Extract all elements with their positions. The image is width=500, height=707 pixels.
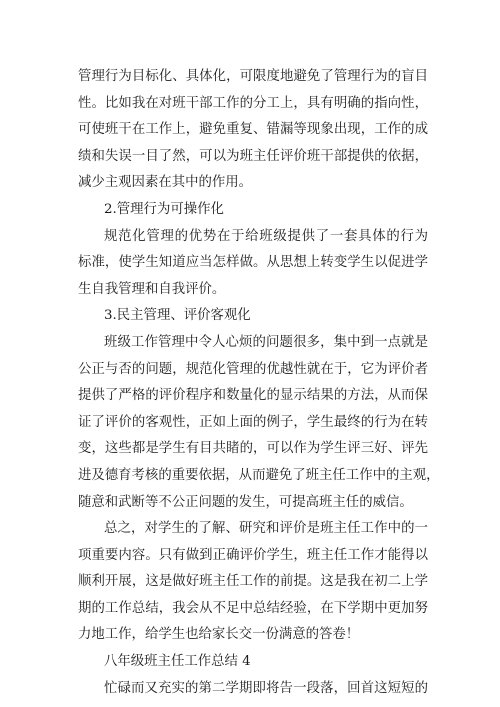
paragraph-line: 性。比如我在对班干部工作的分工上，具有明确的指向性， bbox=[78, 95, 428, 111]
paragraph-line: 绩和失误一目了然，可以为班主任评价班干部提供的依据， bbox=[78, 148, 428, 164]
section-heading: 八年级班主任工作总结 4 bbox=[104, 654, 251, 670]
paragraph-line: 标准，使学生知道应当怎样做。从思想上转变学生以促进学 bbox=[78, 255, 428, 271]
document-body bbox=[78, 64, 440, 702]
paragraph-last-line: 生自我管理和自我评价。 bbox=[78, 281, 226, 297]
paragraph-line: 项重要内容。只有做到正确评价学生，班主任工作才能得以 bbox=[78, 547, 428, 563]
paragraph-line: 管理行为目标化、具体化，可限度地避免了管理行为的盲目 bbox=[78, 69, 428, 84]
paragraph-line: 可使班干在工作上，避免重复、错漏等现象出现，工作的成 bbox=[78, 122, 428, 138]
paragraph-line: 证了评价的客观性，正如上面的例子，学生最终的行为在转 bbox=[78, 414, 428, 430]
paragraph-first-line: 忙碌而又充实的第二学期即将告一段落，回首这短短的 bbox=[104, 680, 428, 696]
paragraph-first-line: 规范化管理的优势在于给班级提供了一套具体的行为 bbox=[104, 228, 428, 244]
paragraph-line: 提供了严格的评价程序和数量化的显示结果的方法，从而保 bbox=[78, 388, 428, 404]
paragraph-line: 顺利开展，这是做好班主任工作的前提。这是我在初二上学 bbox=[78, 574, 428, 590]
section-heading: 2.管理行为可操作化 bbox=[104, 201, 224, 217]
paragraph-line: 进及德育考核的重要依据，从而避免了班主任工作中的主观， bbox=[78, 467, 440, 483]
paragraph-last-line: 随意和武断等不公正问题的发生，可提高班主任的威信。 bbox=[78, 494, 413, 510]
paragraph-line: 期的工作总结，我会从不足中总结经验，在下学期中更加努 bbox=[78, 600, 428, 616]
section-heading: 3.民主管理、评价客观化 bbox=[104, 308, 251, 324]
paragraph-first-line: 班级工作管理中令人心烦的问题很多，集中到一点就是 bbox=[104, 334, 428, 350]
paragraph-line: 公正与否的问题，规范化管理的优越性就在于，它为评价者 bbox=[78, 361, 428, 377]
paragraph-last-line: 力地工作，给学生也给家长交一份满意的答卷！ bbox=[78, 627, 360, 643]
paragraph-last-line: 减少主观因素在其中的作用。 bbox=[78, 175, 253, 191]
paragraph-line: 变，这些都是学生有目共睹的，可以作为学生评三好、评先 bbox=[78, 441, 428, 457]
paragraph-first-line: 总之，对学生的了解、研究和评价是班主任工作中的一 bbox=[104, 521, 428, 537]
